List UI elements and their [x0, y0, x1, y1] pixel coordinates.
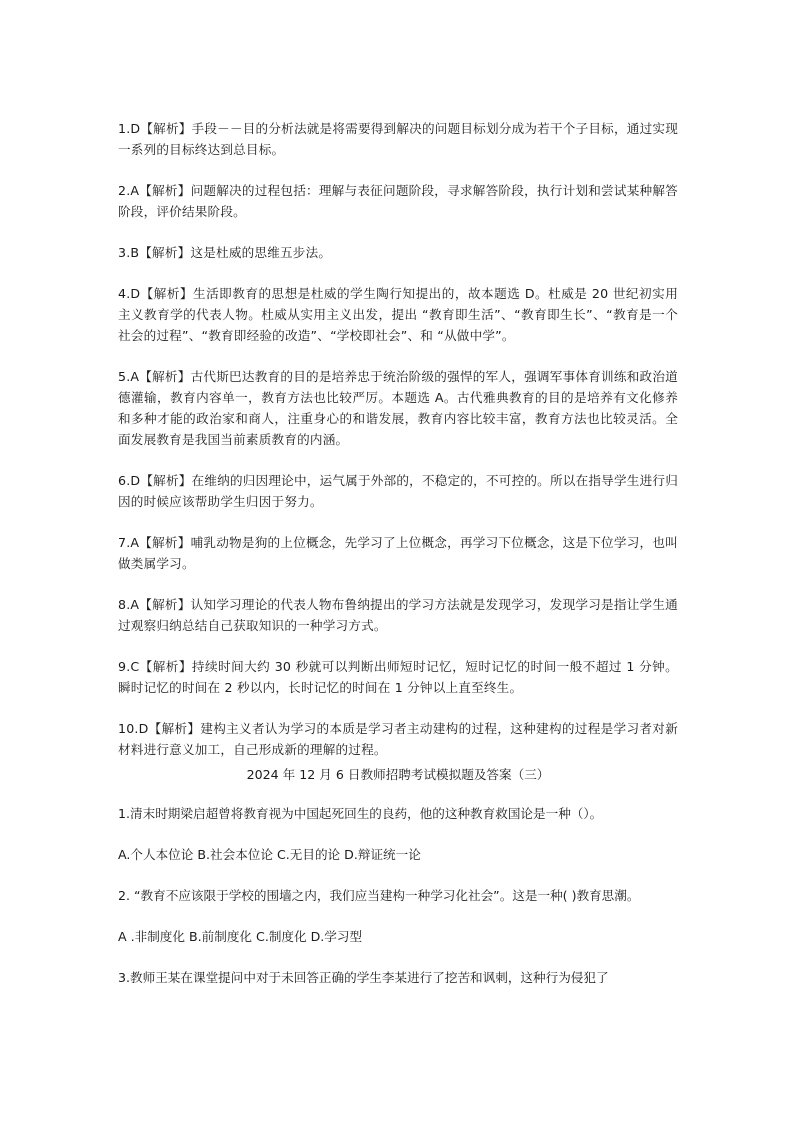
analysis-tag: 【解析】 — [139, 535, 191, 550]
answer-text: 古代斯巴达教育的目的是培养忠于统治阶级的强悍的军人，强调军事体育训练和政治道德灌输，教育内容单一，教育方法也比较严厉。本题选 A。古代雅典教育的目的是培养有文化修养和多种才能的政治家和商人，注重身心的和谐发展，教育内容比较丰富，教育方法也比较灵活。全面发展教育是我国当前素质教育的内涵。 — [118, 369, 678, 447]
answer-9 — [118, 656, 678, 698]
answer-number: 4.D — [118, 286, 141, 301]
analysis-tag: 【解析】 — [148, 721, 201, 736]
answer-number: 5.A — [118, 369, 140, 384]
question-2-options: A .非制度化 B.前制度化 C.制度化 D.学习型 — [118, 929, 363, 944]
question-2-stem: 2. “教育不应该限于学校的围墙之内，我们应当建构一种学习化社会”。这是一种( )教育思潮。 — [118, 888, 640, 903]
answer-6 — [118, 470, 678, 512]
answer-text: 这是杜威的思维五步法。 — [190, 245, 332, 260]
answer-number: 3.B — [118, 245, 140, 260]
answer-number: 6.D — [118, 473, 141, 488]
answer-number: 7.A — [118, 535, 140, 550]
answer-10 — [118, 718, 678, 760]
answer-text: 手段－－目的分析法就是将需要得到解决的问题目标划分成为若干个子目标，通过实现一系列的目标终达到总目标。 — [118, 121, 678, 157]
answer-text: 持续时间大约 30 秒就可以判断出师短时记忆，短时记忆的时间一般不超过 1 分钟。瞬时记忆的时间在 2 秒以内，长时记忆的时间在 1 分钟以上直至终生。 — [118, 659, 678, 695]
answer-8 — [118, 594, 678, 636]
answer-text: 建构主义者认为学习的本质是学习者主动建构的过程，这种建构的过程是学习者对新材料进行意义加工，自己形成新的理解的过程。 — [118, 721, 678, 757]
answer-text: 问题解决的过程包括：理解与表征问题阶段，寻求解答阶段，执行计划和尝试某种解答阶段，评价结果阶段。 — [118, 183, 678, 219]
analysis-tag: 【解析】 — [139, 597, 191, 612]
analysis-tag: 【解析】 — [139, 369, 191, 384]
analysis-tag: 【解析】 — [139, 245, 191, 260]
answer-text: 在维纳的归因理论中，运气属于外部的，不稳定的，不可控的。所以在指导学生进行归因的时候应该帮助学生归因于努力。 — [118, 473, 678, 509]
answer-text: 认知学习理论的代表人物布鲁纳提出的学习方法就是发现学习，发现学习是指让学生通过观察归纳总结自己获取知识的一种学习方式。 — [118, 597, 678, 633]
analysis-tag: 【解析】 — [139, 659, 192, 674]
section-title: 2024 年 12 月 6 日教师招聘考试模拟题及答案（三） — [246, 767, 550, 782]
answer-1 — [118, 118, 678, 160]
answer-4 — [118, 283, 678, 346]
question-3-stem: 3.教师王某在课堂提问中对于未回答正确的学生李某进行了挖苦和讽刺，这种行为侵犯了 — [118, 970, 609, 985]
answer-number: 10.D — [118, 721, 149, 736]
answer-3 — [118, 242, 678, 263]
question-1-options: A.个人本位论 B.社会本位论 C.无目的论 D.辩证统一论 — [118, 847, 421, 862]
answer-text: 哺乳动物是狗的上位概念，先学习了上位概念，再学习下位概念，这是下位学习，也叫做类属学习。 — [118, 535, 678, 571]
answer-7 — [118, 532, 678, 574]
answer-number: 2.A — [118, 183, 140, 198]
analysis-tag: 【解析】 — [140, 286, 193, 301]
answer-text: 生活即教育的思想是杜威的学生陶行知提出的，故本题选 D。杜威是 20 世纪初实用主义教育学的代表人物。杜威从实用主义出发，提出 “教育即生活”、“教育即生长”、“教育是一个社会的过程”、“教育即经验的改造”、“学校即社会”、和 “从做中学”。 — [118, 286, 678, 343]
analysis-tag: 【解析】 — [140, 473, 192, 488]
answer-5 — [118, 366, 678, 450]
analysis-tag: 【解析】 — [140, 121, 192, 136]
analysis-tag: 【解析】 — [139, 183, 191, 198]
answer-number: 1.D — [118, 121, 141, 136]
answer-number: 8.A — [118, 597, 140, 612]
question-1-stem: 1.清末时期梁启超曾将教育视为中国起死回生的良药，他的这种教育救国论是一种（）。 — [118, 806, 603, 821]
answer-number: 9.C — [118, 659, 140, 674]
document-page — [118, 118, 678, 1008]
answer-2 — [118, 180, 678, 222]
